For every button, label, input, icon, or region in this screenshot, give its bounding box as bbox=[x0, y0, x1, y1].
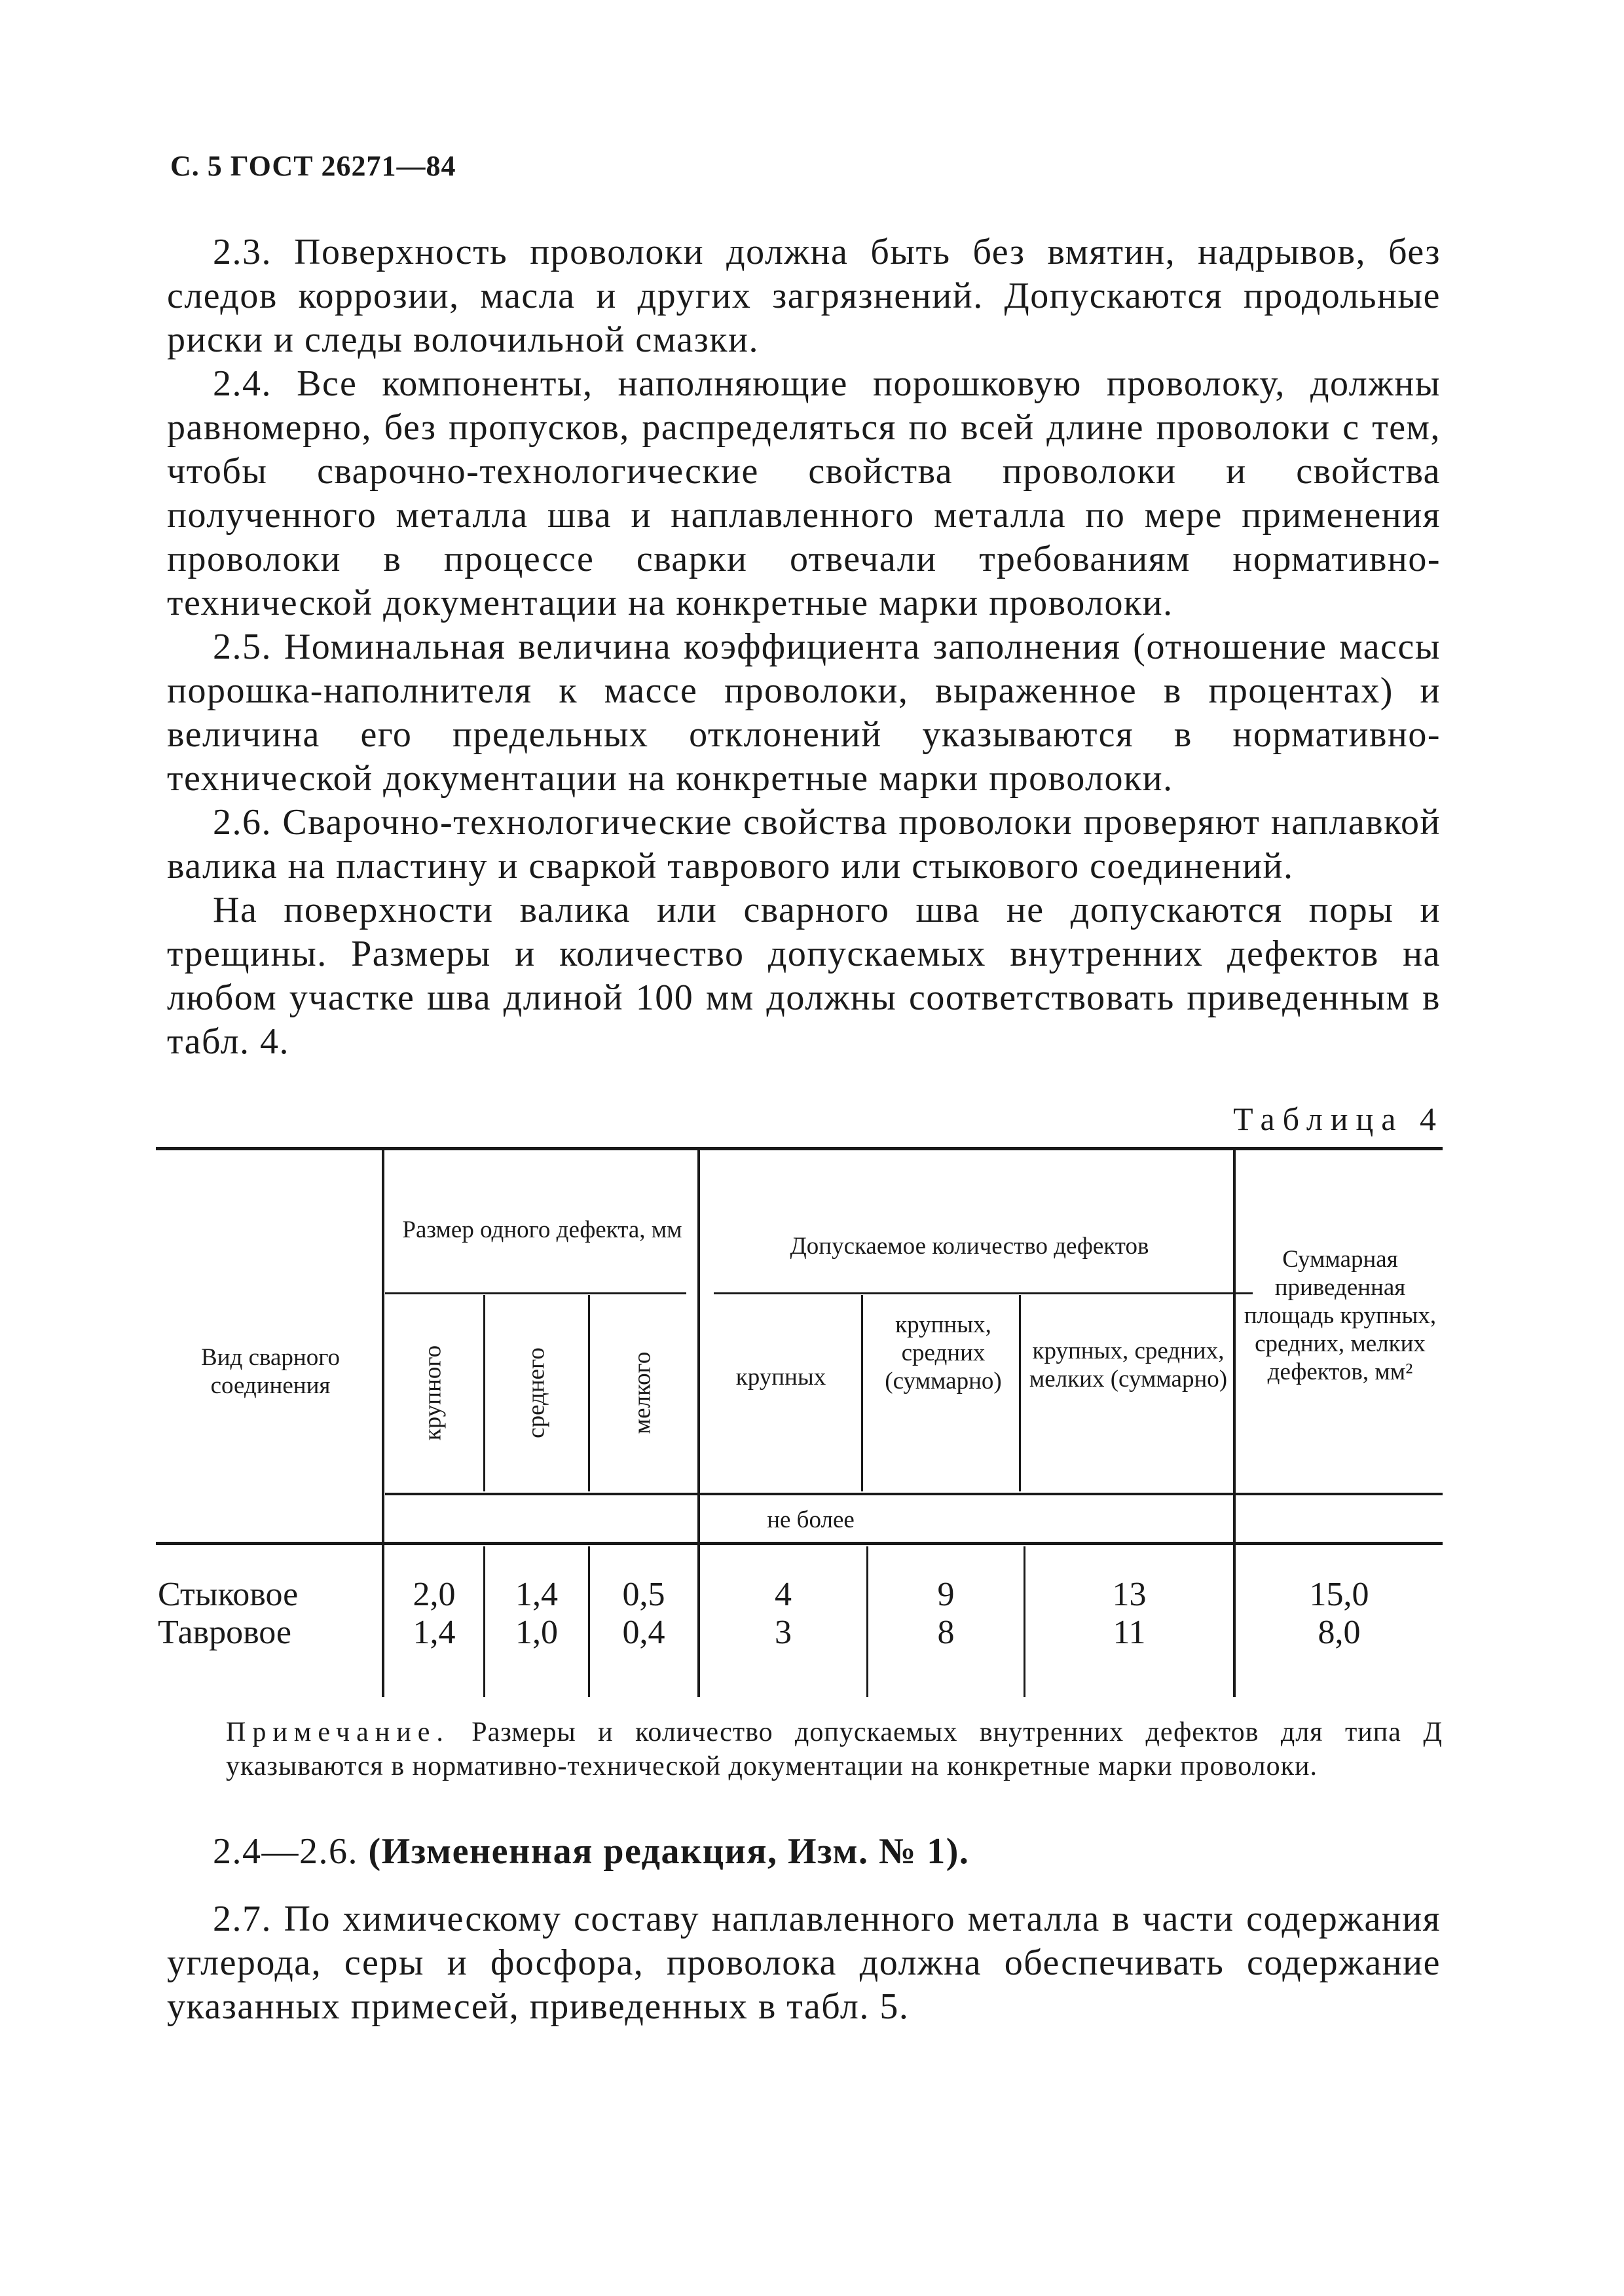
amendment-text: (Измененная редакция, Изм. № 1). bbox=[368, 1831, 970, 1872]
cell-size-large: 1,4 bbox=[413, 1614, 456, 1651]
header-count-all: крупных, средних, мелких (суммарно) bbox=[1029, 1338, 1228, 1393]
row-joint: Тавровое bbox=[158, 1614, 292, 1651]
header-count-group: Допускаемое количество дефектов bbox=[790, 1233, 1149, 1260]
table-vrule bbox=[588, 1295, 590, 1491]
cell-total-area: 15,0 bbox=[1309, 1576, 1369, 1613]
cell-count-all: 11 bbox=[1113, 1614, 1146, 1651]
cell-count-large-medium: 8 bbox=[937, 1614, 955, 1651]
cell-total-area: 8,0 bbox=[1318, 1614, 1361, 1651]
table-caption: Таблица 4 bbox=[1233, 1101, 1444, 1137]
cell-size-small: 0,4 bbox=[622, 1614, 665, 1651]
paragraph-2-5: 2.5. Номинальная величина коэффициента заполнения (отношение массы порошка-наполнителя к массе проволоки, выраженное в процентах) и величина его предельных отклонений указываются в нормативно-технической документации на конкретные марки проволоки. bbox=[167, 627, 1441, 799]
cell-size-small: 0,5 bbox=[622, 1576, 665, 1613]
body-text bbox=[167, 230, 1441, 1064]
paragraph-2-6: 2.6. Сварочно-технологические свойства проволоки проверяют наплавкой валика на пластину и сваркой таврового или стыкового соединений. bbox=[167, 802, 1441, 886]
count-group-rule bbox=[714, 1292, 1253, 1294]
table-vrule bbox=[1019, 1295, 1021, 1491]
amendment-block bbox=[167, 1830, 1441, 1874]
cell-count-large: 4 bbox=[775, 1576, 792, 1613]
paragraph-defects: На поверхности валика или сварного шва не допускаются поры и трещины. Размеры и количество допускаемых внутренних дефектов на любом участке шва длиной 100 мм должны соответствовать приведенным в табл. 4. bbox=[167, 890, 1441, 1062]
cell-count-all: 13 bbox=[1112, 1576, 1147, 1613]
page-header: С. 5 ГОСТ 26271—84 bbox=[170, 150, 456, 182]
header-joint-type: Вид сварного соединения bbox=[201, 1344, 340, 1399]
paragraph-2-3: 2.3. Поверхность проволоки должна быть без вмятин, надрывов, без следов коррозии, масла и других загрязнений. Допускаются продольные риски и следы волочильной смазки. bbox=[167, 232, 1441, 360]
table-note bbox=[226, 1715, 1443, 1783]
cell-size-medium: 1,0 bbox=[515, 1614, 558, 1651]
header-size-medium: среднего bbox=[523, 1347, 550, 1438]
header-not-more: не более bbox=[767, 1506, 855, 1533]
defects-table bbox=[156, 1147, 1443, 1697]
header-count-large-medium: крупных, средних (суммарно) bbox=[885, 1311, 1002, 1394]
note-text: Размеры и количество допускаемых внутренних дефектов для типа Д указываются в нормативно-технической документации на конкретные марки проволоки. bbox=[226, 1717, 1443, 1781]
header-size-group: Размер одного дефекта, мм bbox=[402, 1216, 682, 1243]
row-joint: Стыковое bbox=[158, 1576, 299, 1613]
header-count-large: крупных bbox=[735, 1364, 826, 1391]
paragraph-2-4: 2.4. Все компоненты, наполняющие порошковую проволоку, должны равномерно, без пропусков, распределяться по всей длине проволоки с тем, чтобы сварочно-технологические свойства проволоки и свойства полученного металла шва и наплавленного металла по мере применения проволоки в процессе сварки отвечали требованиям нормативно-технической документации на конкретные марки проволоки. bbox=[167, 363, 1441, 623]
cell-size-medium: 1,4 bbox=[515, 1576, 558, 1613]
header-bottom-rule bbox=[156, 1542, 1443, 1545]
paragraph-2-7-block bbox=[167, 1897, 1441, 2029]
size-group-rule bbox=[385, 1292, 686, 1294]
table-top-rule bbox=[156, 1147, 1443, 1150]
amendment-ref: 2.4—2.6. bbox=[213, 1831, 358, 1872]
header-size-small: мелкого bbox=[629, 1351, 656, 1434]
cell-size-large: 2,0 bbox=[413, 1576, 456, 1613]
note-label: Примечание. bbox=[226, 1717, 450, 1747]
cell-count-large: 3 bbox=[775, 1614, 792, 1651]
table-vrule bbox=[861, 1295, 863, 1491]
not-more-rule bbox=[385, 1493, 1443, 1495]
header-total-area: Суммарная приведенная площадь крупных, средних, мелких дефектов, мм² bbox=[1244, 1246, 1437, 1385]
cell-count-large-medium: 9 bbox=[937, 1576, 955, 1613]
header-size-large: крупного bbox=[419, 1345, 447, 1441]
table-vrule bbox=[382, 1147, 384, 1697]
table-vrule bbox=[483, 1295, 485, 1491]
paragraph-2-7: 2.7. По химическому составу наплавленного металла в части содержания углерода, серы и фосфора, проволока должна обеспечивать содержание указанных примесей, приведенных в табл. 5. bbox=[167, 1899, 1441, 2027]
